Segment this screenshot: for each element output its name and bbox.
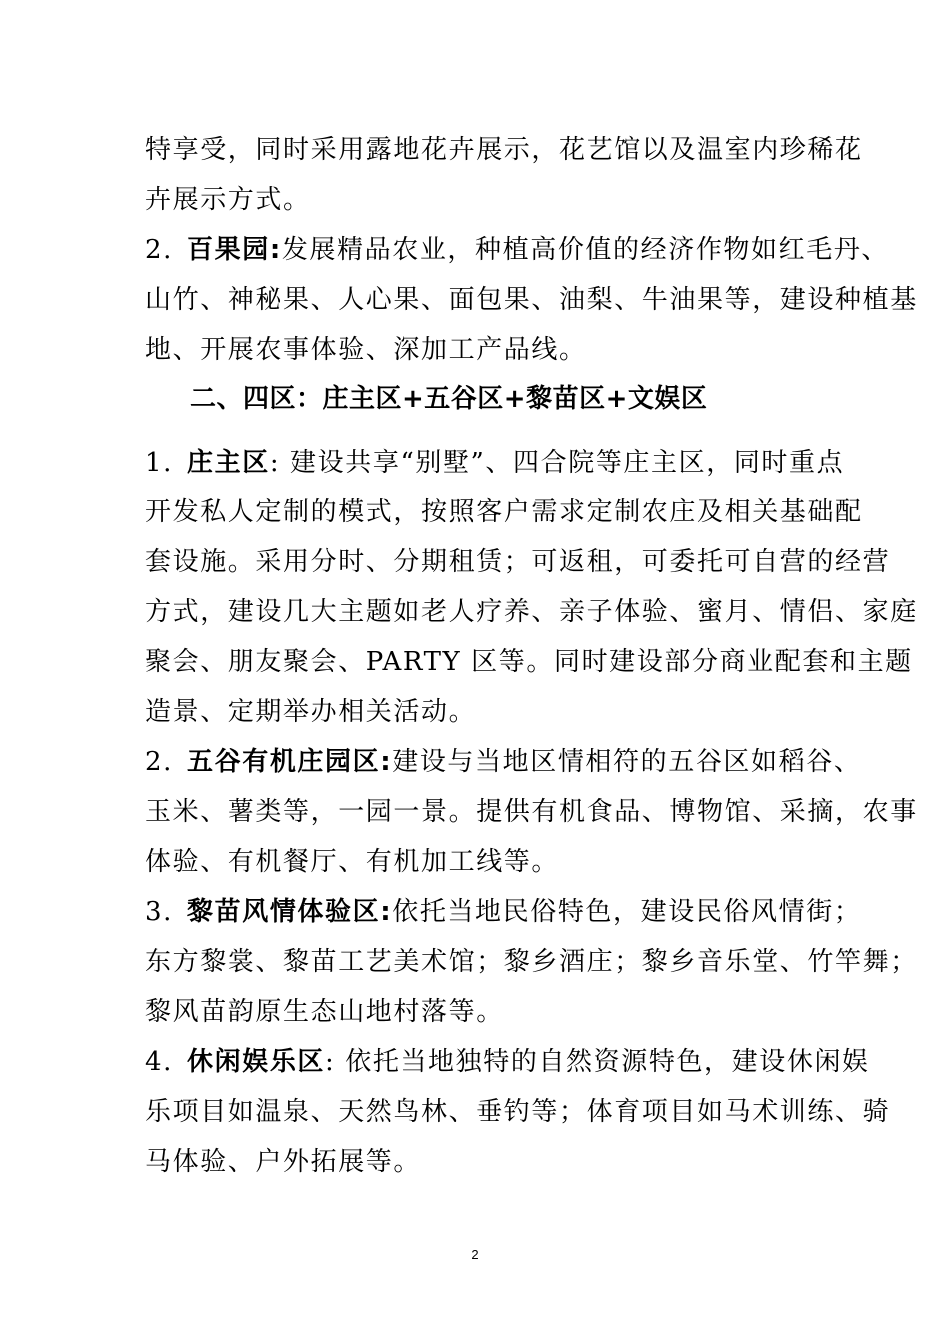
paragraph-line: 乐项目如温泉、天然鸟林、垂钓等；体育项目如马术训练、骑 — [145, 1097, 891, 1127]
paragraph-line: 方式，建设几大主题如老人疗养、亲子体验、蜜月、情侣、家庭 — [145, 597, 918, 627]
paragraph-line: 聚会、朋友聚会、PARTY 区等。同时建设部分商业配套和主题 — [145, 647, 913, 677]
list-number: 3. — [145, 897, 174, 927]
paragraph-line: 套设施。采用分时、分期租赁；可返租，可委托可自营的经营 — [145, 547, 891, 577]
paragraph-line: 玉米、薯类等，一园一景。提供有机食品、博物馆、采摘，农事 — [145, 797, 918, 827]
paragraph-line: 体验、有机餐厅、有机加工线等。 — [145, 847, 560, 877]
list-item-text: 发展精品农业，种植高价值的经济作物如红毛丹、 — [281, 235, 890, 265]
paragraph-line: 卉展示方式。 — [145, 185, 311, 215]
list-item-text: : 建设共享“别墅”、四合院等庄主区，同时重点 — [269, 448, 845, 478]
list-item-text: 建设与当地区情相符的五谷区如稻谷、 — [392, 747, 862, 777]
paragraph-line: 山竹、神秘果、人心果、面包果、油梨、牛油果等，建设种植基 — [145, 285, 918, 315]
paragraph-line: 特享受，同时采用露地花卉展示，花艺馆以及温室内珍稀花 — [145, 135, 863, 165]
list-item-title: 休闲娱乐区 — [187, 1047, 326, 1077]
page-number: 2 — [471, 1247, 479, 1262]
list-item-title: 五谷有机庄园区: — [187, 747, 393, 777]
list-number: 4. — [145, 1047, 174, 1077]
paragraph-line: 造景、定期举办相关活动。 — [145, 697, 477, 727]
paragraph-line: 开发私人定制的模式，按照客户需求定制农庄及相关基础配 — [145, 497, 863, 527]
list-item-first-line — [145, 1045, 870, 1079]
list-item-first-line — [145, 446, 845, 480]
list-number: 1. — [145, 448, 174, 478]
list-item-title: 庄主区 — [187, 448, 270, 478]
list-item-text: 依托当地民俗特色，建设民俗风情街； — [392, 897, 862, 927]
list-item-title: 黎苗风情体验区: — [187, 897, 393, 927]
paragraph-line: 黎风苗韵原生态山地村落等。 — [145, 997, 504, 1027]
paragraph-line: 东方黎裳、黎苗工艺美术馆；黎乡酒庄；黎乡音乐堂、竹竿舞； — [145, 947, 918, 977]
paragraph-line: 地、开展农事体验、深加工产品线。 — [145, 335, 587, 365]
list-item-first-line — [145, 895, 862, 929]
list-item-first-line — [145, 745, 862, 779]
list-item-title: 百果园: — [187, 235, 282, 265]
list-number: 2. — [145, 235, 174, 265]
list-number: 2. — [145, 747, 174, 777]
list-item-text: : 依托当地独特的自然资源特色，建设休闲娱 — [325, 1047, 870, 1077]
list-item-first-line — [145, 233, 890, 267]
section-heading: 二、四区：庄主区+五谷区+黎苗区+文娱区 — [190, 384, 708, 414]
paragraph-line: 马体验、户外拓展等。 — [145, 1147, 422, 1177]
